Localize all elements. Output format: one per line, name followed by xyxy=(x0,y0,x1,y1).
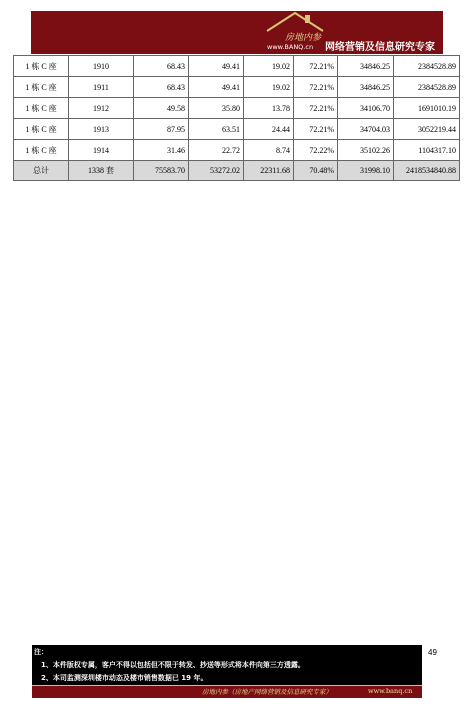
unit-cell: 1914 xyxy=(69,140,134,161)
area-cell: 49.58 xyxy=(134,98,189,119)
area-cell: 87.95 xyxy=(134,119,189,140)
building-cell: 1 栋 C 座 xyxy=(14,98,69,119)
building-cell: 1 栋 C 座 xyxy=(14,119,69,140)
header-banner xyxy=(31,11,443,54)
total-label: 总计 xyxy=(14,161,69,181)
note-monitoring: 2、本司监测深圳楼市动态及楼市销售数据已 19 年。 xyxy=(41,674,208,682)
area-cell: 24.44 xyxy=(244,119,294,140)
total-area: 75583.70 xyxy=(134,161,189,181)
building-cell: 1 栋 C 座 xyxy=(14,56,69,77)
area-cell: 68.43 xyxy=(134,56,189,77)
area-cell: 63.51 xyxy=(189,119,244,140)
unit-cell: 1910 xyxy=(69,56,134,77)
area-cell: 22.72 xyxy=(189,140,244,161)
table-row xyxy=(14,98,460,119)
building-cell: 1 栋 C 座 xyxy=(14,140,69,161)
price-cell: 34846.25 xyxy=(338,56,394,77)
area-cell: 19.02 xyxy=(244,77,294,98)
total-area: 22311.68 xyxy=(244,161,294,181)
footer-brand: 房地内参（房地产网络营销及信息研究专家） xyxy=(202,688,332,696)
total-price-cell: 1104317.10 xyxy=(394,140,460,161)
total-row xyxy=(14,161,460,181)
note-title: 注： xyxy=(34,648,48,656)
rate-cell: 72.21% xyxy=(294,119,338,140)
area-cell: 49.41 xyxy=(189,56,244,77)
note-copyright: 1、本件版权专属，客户不得以包括但不限于转发、抄送等形式将本件向第三方透露。 xyxy=(41,661,305,669)
footer-notes xyxy=(32,645,422,697)
area-cell: 35.80 xyxy=(189,98,244,119)
footer-url: www.banq.cn xyxy=(368,687,413,695)
total-area: 53272.02 xyxy=(189,161,244,181)
rate-cell: 72.21% xyxy=(294,56,338,77)
total-units: 1338 套 xyxy=(69,161,134,181)
unit-cell: 1911 xyxy=(69,77,134,98)
price-cell: 34704.03 xyxy=(338,119,394,140)
area-cell: 13.78 xyxy=(244,98,294,119)
rate-cell: 72.21% xyxy=(294,77,338,98)
table-row xyxy=(14,140,460,161)
area-cell: 19.02 xyxy=(244,56,294,77)
total-price-cell: 2384528.89 xyxy=(394,77,460,98)
total-price-cell: 3052219.44 xyxy=(394,119,460,140)
area-cell: 8.74 xyxy=(244,140,294,161)
brand-url: www.BANQ.cn xyxy=(267,43,314,51)
area-cell: 49.41 xyxy=(189,77,244,98)
page-number: 49 xyxy=(428,648,437,657)
table-row xyxy=(14,77,460,98)
sales-table xyxy=(13,55,460,181)
footer-bar xyxy=(32,685,422,698)
total-rate: 70.48% xyxy=(294,161,338,181)
rate-cell: 72.22% xyxy=(294,140,338,161)
total-sum: 2418534840.88 xyxy=(394,161,460,181)
unit-cell: 1912 xyxy=(69,98,134,119)
price-cell: 35102.26 xyxy=(338,140,394,161)
total-price: 31998.10 xyxy=(338,161,394,181)
price-cell: 34846.25 xyxy=(338,77,394,98)
area-cell: 31.46 xyxy=(134,140,189,161)
rate-cell: 72.21% xyxy=(294,98,338,119)
table-row xyxy=(14,119,460,140)
price-cell: 34106.70 xyxy=(338,98,394,119)
table-row xyxy=(14,56,460,77)
unit-cell: 1913 xyxy=(69,119,134,140)
brand-name: 房地内参 xyxy=(285,33,322,43)
area-cell: 68.43 xyxy=(134,77,189,98)
building-cell: 1 栋 C 座 xyxy=(14,77,69,98)
brand-title: 网络营销及信息研究专家 xyxy=(325,42,435,53)
total-price-cell: 2384528.89 xyxy=(394,56,460,77)
total-price-cell: 1691010.19 xyxy=(394,98,460,119)
